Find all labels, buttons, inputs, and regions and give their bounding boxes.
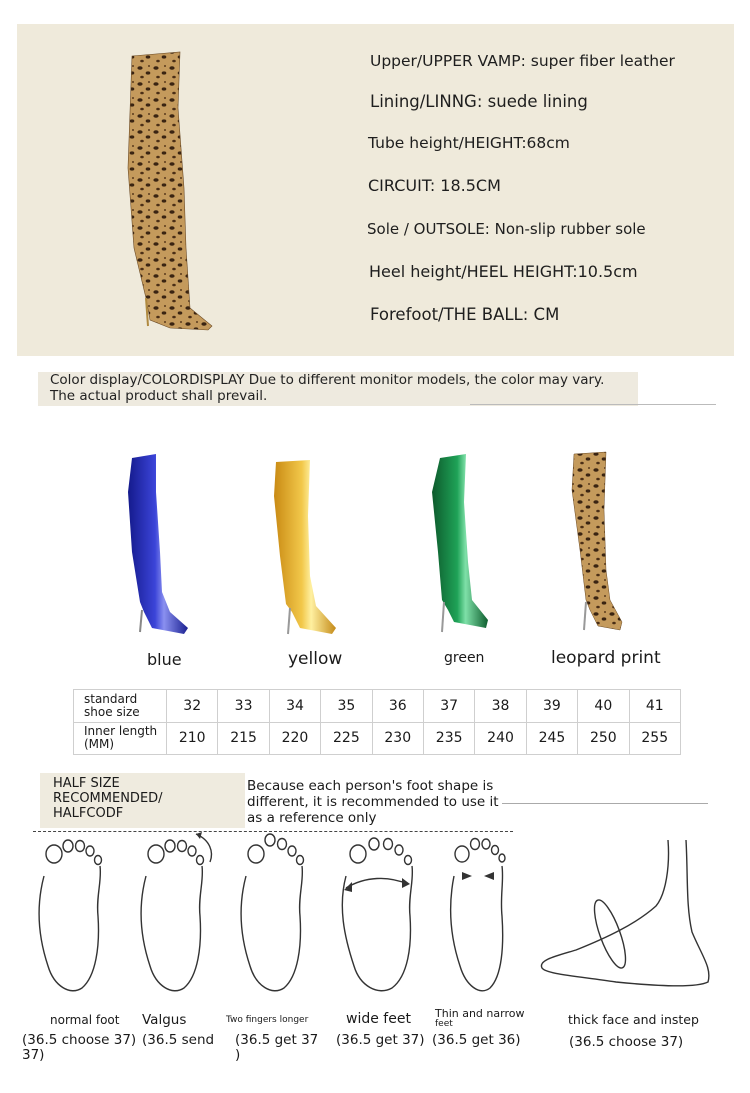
foot-rec-normal-text: (36.5 choose 37) xyxy=(22,1032,137,1048)
blue-boot-image xyxy=(110,452,200,638)
valgus-foot-icon xyxy=(130,830,215,998)
divider xyxy=(470,404,716,405)
foot-label-thin-narrow-b: feet xyxy=(435,1019,453,1029)
half-size-note-line1: Because each person's foot shape is xyxy=(247,778,494,794)
length-header-a: Inner length xyxy=(84,724,158,739)
size-table xyxy=(73,689,681,755)
color-name-leopard-print: leopard print xyxy=(551,648,661,668)
length-row xyxy=(74,722,681,755)
spec-sole: Sole / OUTSOLE: Non-slip rubber sole xyxy=(367,220,646,238)
length-cell: 255 xyxy=(629,722,680,755)
leopard-boot-image xyxy=(120,48,230,338)
foot-label-thin-narrow xyxy=(435,1008,524,1030)
wide-feet-icon xyxy=(336,830,418,998)
foot-rec-valgus-tail: 37) xyxy=(22,1047,45,1063)
size-cell: 32 xyxy=(167,690,218,723)
foot-rec-thin-narrow: (36.5 get 36) xyxy=(432,1032,521,1048)
half-size-line2: RECOMMENDED/ xyxy=(53,791,163,806)
color-display-line2: The actual product shall prevail. xyxy=(50,387,268,404)
foot-rec-two-fingers: (36.5 get 37 xyxy=(235,1032,319,1048)
size-row xyxy=(74,690,681,723)
foot-rec-two-fingers-tail: ) xyxy=(235,1047,241,1063)
length-row-header xyxy=(74,722,167,755)
size-header-a: standard xyxy=(84,691,138,706)
foot-rec-normal xyxy=(22,1033,136,1048)
length-cell: 210 xyxy=(167,722,218,755)
length-cell: 215 xyxy=(218,722,269,755)
half-size-title xyxy=(53,776,163,821)
color-name-blue: blue xyxy=(147,650,182,669)
size-cell: 39 xyxy=(526,690,577,723)
green-boot-image xyxy=(414,452,504,638)
leopard-print-boot-image xyxy=(560,450,650,638)
half-size-line3: HALFCODF xyxy=(53,806,124,821)
spec-circuit: CIRCUIT: 18.5CM xyxy=(368,176,501,195)
foot-label-thin-narrow-a: Thin and narrow xyxy=(435,1007,525,1020)
spec-heel-height: Heel height/HEEL HEIGHT:10.5cm xyxy=(369,262,638,281)
half-size-note-line2: different, it is recommended to use it xyxy=(247,794,499,810)
size-cell: 36 xyxy=(372,690,423,723)
length-header-b: (MM) xyxy=(84,737,115,752)
foot-label-two-fingers: Two fingers longer xyxy=(226,1015,309,1025)
two-fingers-longer-foot-icon xyxy=(232,832,312,998)
length-cell: 250 xyxy=(578,722,629,755)
foot-label-thick-instep: thick face and instep xyxy=(568,1012,699,1027)
foot-label-normal: normal foot xyxy=(50,1013,120,1027)
spec-tube-height: Tube height/HEIGHT:68cm xyxy=(368,134,570,152)
size-cell: 35 xyxy=(321,690,372,723)
color-display-line1: Color display/COLORDISPLAY Due to different monitor models, the color may vary. xyxy=(50,372,605,388)
size-cell: 38 xyxy=(475,690,526,723)
thin-narrow-feet-icon xyxy=(440,832,516,998)
size-cell: 37 xyxy=(423,690,474,723)
normal-foot-icon xyxy=(30,836,110,998)
spec-upper: Upper/UPPER VAMP: super fiber leather xyxy=(370,52,675,70)
length-cell: 220 xyxy=(269,722,320,755)
length-cell: 240 xyxy=(475,722,526,755)
size-cell: 41 xyxy=(629,690,680,723)
foot-label-valgus: Valgus xyxy=(142,1012,187,1028)
length-cell: 235 xyxy=(423,722,474,755)
yellow-boot-image xyxy=(256,456,346,640)
foot-rec-wide: (36.5 get 37) xyxy=(336,1032,425,1048)
foot-rec-valgus: (36.5 send xyxy=(142,1032,215,1048)
half-size-note-line3: as a reference only xyxy=(247,810,377,826)
size-cell: 34 xyxy=(269,690,320,723)
half-size-note xyxy=(247,778,527,826)
half-size-line1: HALF SIZE xyxy=(53,776,120,791)
color-name-yellow: yellow xyxy=(288,649,343,669)
length-cell: 230 xyxy=(372,722,423,755)
size-header-b: shoe size xyxy=(84,704,140,719)
foot-rec-thick-instep: (36.5 choose 37) xyxy=(569,1034,684,1050)
spec-lining: Lining/LINNG: suede lining xyxy=(370,92,588,111)
foot-label-wide: wide feet xyxy=(346,1011,411,1027)
size-cell: 33 xyxy=(218,690,269,723)
divider xyxy=(502,803,708,804)
spec-forefoot: Forefoot/THE BALL: CM xyxy=(370,305,560,324)
length-cell: 225 xyxy=(321,722,372,755)
size-cell: 40 xyxy=(578,690,629,723)
size-row-header xyxy=(74,690,167,723)
color-name-green: green xyxy=(444,650,485,666)
color-display-text xyxy=(50,373,604,404)
length-cell: 245 xyxy=(526,722,577,755)
thick-instep-foot-icon xyxy=(536,836,726,996)
